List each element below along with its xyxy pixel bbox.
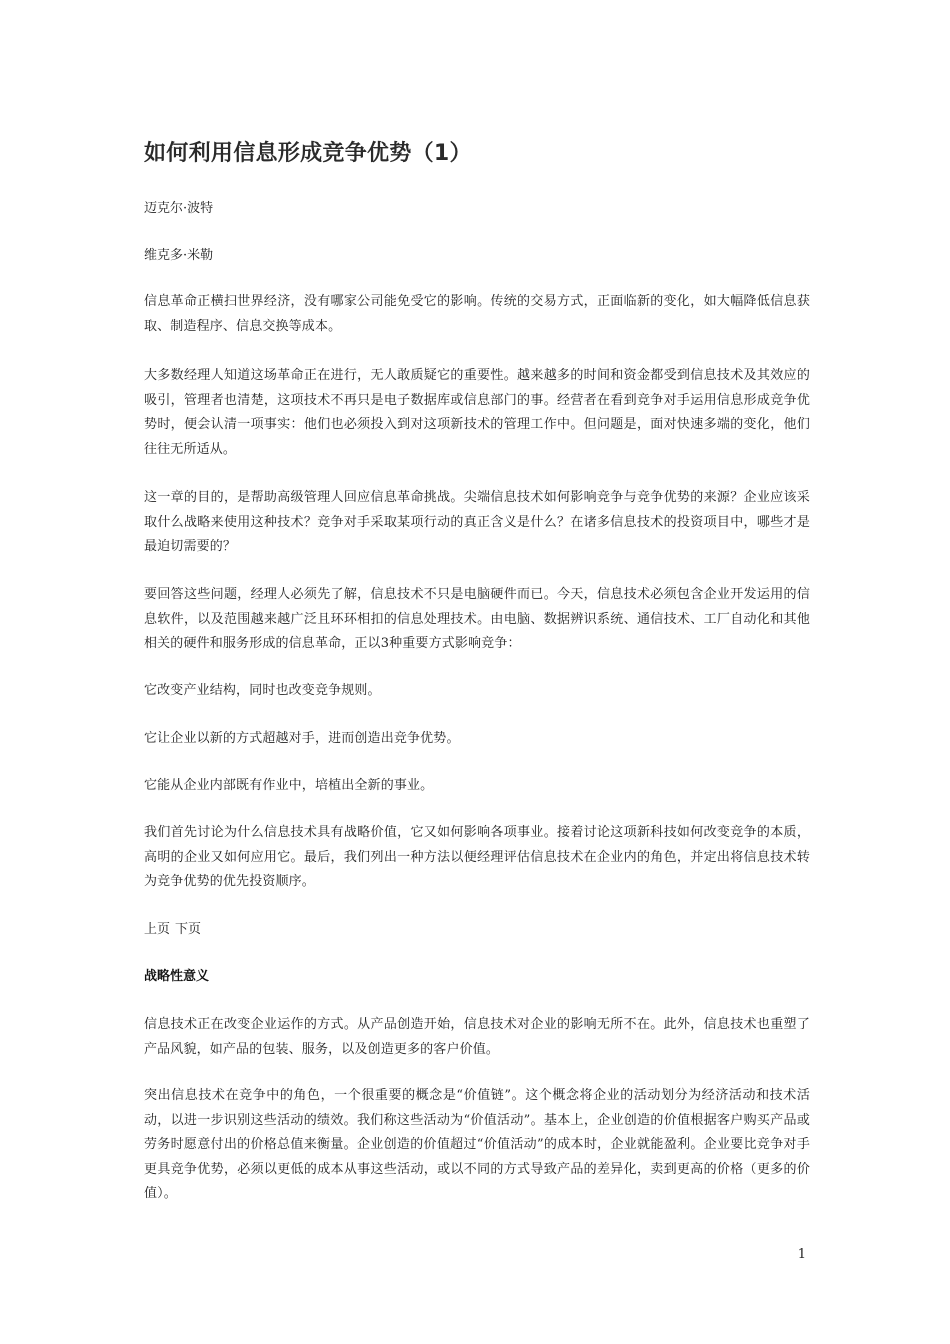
list-paragraph: 它让企业以新的方式超越对手，进而创造出竞争优势。 — [144, 731, 460, 746]
body-paragraph: 信息革命正横扫世界经济，没有哪家公司能免受它的影响。传统的交易方式，正面临新的变化，如大幅降低信息获取、制造程序、信息交换等成本。 — [144, 294, 810, 334]
body-paragraph: 突出信息技术在竞争中的角色，一个很重要的概念是“价值链”。这个概念将企业的活动划分为经济活动和技术活动，以进一步识别这些活动的绩效。我们称这些活动为“价值活动”。基本上，企业创造的价值根据客户购买产品或劳务时愿意付出的价格总值来衡量。企业创造的价值超过“价值活动”的成本时，企业就能盈利。企业要比竞争对手更具竞争优势，必须以更低的成本从事这些活动，或以不同的方式导致产品的差异化，卖到更高的价格（更多的价值）。 — [144, 1088, 810, 1201]
body-paragraph: 信息技术正在改变企业运作的方式。从产品创造开始，信息技术对企业的影响无所不在。此外，信息技术也重塑了产品风貌，如产品的包装、服务，以及创造更多的客户价值。 — [144, 1017, 810, 1057]
body-paragraph: 这一章的目的，是帮助高级管理人回应信息革命挑战。尖端信息技术如何影响竞争与竞争优势的来源？企业应该采取什么战略来使用这种技术？竞争对手采取某项行动的真正含义是什么？在诸多信息技术的投资项目中，哪些才是最迫切需要的？ — [144, 490, 810, 554]
list-paragraph: 它改变产业结构，同时也改变竞争规则。 — [144, 683, 381, 698]
section-heading: 战略性意义 — [144, 969, 210, 984]
body-paragraph: 大多数经理人知道这场革命正在进行，无人敢质疑它的重要性。越来越多的时间和资金都受到信息技术及其效应的吸引，管理者也清楚，这项技术不再只是电子数据库或信息部门的事。经营者在看到竞争对手运用信息形成竞争优势时，便会认清一项事实：他们也必须投入到对这项新技术的管理工作中。但问题是，面对快速多端的变化，他们往往无所适从。 — [144, 368, 810, 457]
document-title: 如何利用信息形成竞争优势（1） — [144, 141, 472, 166]
page-number: 1 — [797, 1247, 806, 1262]
author-name: 迈克尔·波特 — [144, 201, 214, 216]
page-navigation — [144, 918, 201, 942]
author-name: 维克多·米勒 — [144, 248, 214, 263]
next-page-link[interactable]: 下页 — [175, 922, 202, 937]
prev-page-link[interactable]: 上页 — [144, 922, 171, 937]
list-paragraph: 它能从企业内部既有作业中，培植出全新的事业。 — [144, 778, 434, 793]
body-paragraph: 要回答这些问题，经理人必须先了解，信息技术不只是电脑硬件而已。今天，信息技术必须包含企业开发运用的信息软件，以及范围越来越广泛且环环相扣的信息处理技术。由电脑、数据辨识系统、通信技术、工厂自动化和其他相关的硬件和服务形成的信息革命，正以3种重要方式影响竞争： — [144, 587, 810, 651]
body-paragraph: 我们首先讨论为什么信息技术具有战略价值，它又如何影响各项事业。接着讨论这项新科技如何改变竞争的本质，高明的企业又如何应用它。最后，我们列出一种方法以便经理评估信息技术在企业内的角色，并定出将信息技术转为竞争优势的优先投资顺序。 — [144, 825, 810, 889]
